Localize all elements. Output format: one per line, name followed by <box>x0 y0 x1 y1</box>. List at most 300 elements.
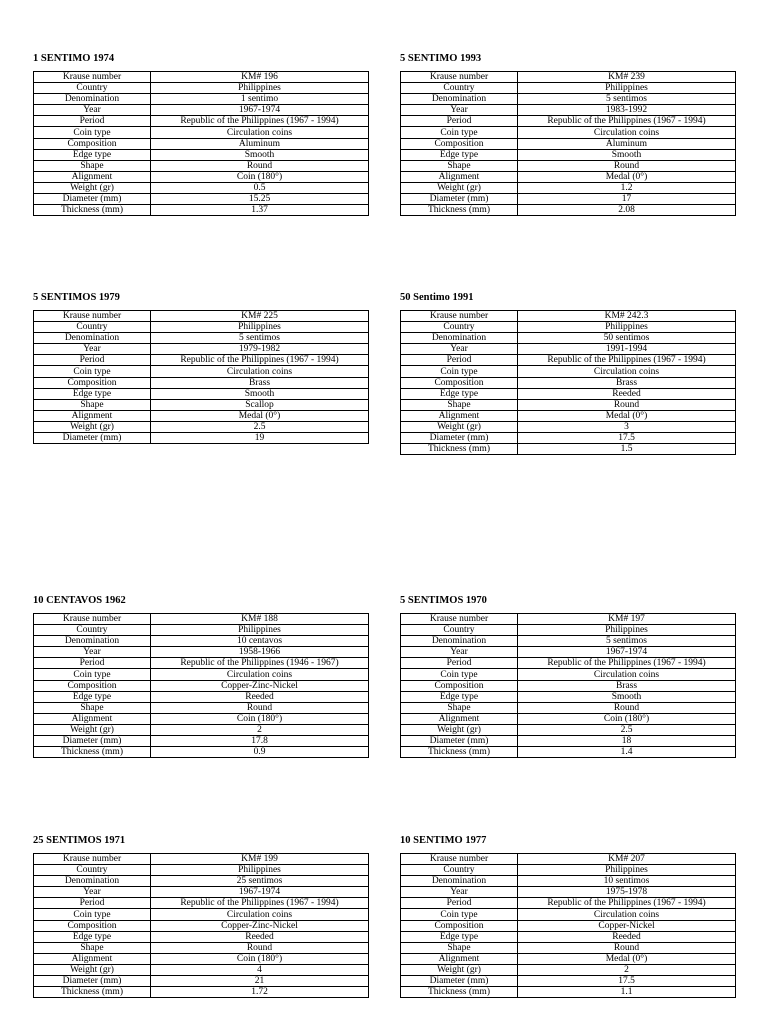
spec-row <box>34 964 369 975</box>
spec-row <box>34 669 369 680</box>
spec-row <box>34 194 369 205</box>
spec-label: Country <box>401 83 518 94</box>
spec-label: Diameter (mm) <box>34 736 151 747</box>
spec-row <box>34 94 369 105</box>
coin-spec-table <box>400 310 736 455</box>
spec-row <box>401 194 736 205</box>
spec-label: Year <box>34 887 151 898</box>
spec-row <box>34 344 369 355</box>
spec-value: 21 <box>151 976 369 987</box>
spec-row <box>401 72 736 83</box>
spec-value: Brass <box>518 680 736 691</box>
spec-value: Coin (180°) <box>151 713 369 724</box>
coin-block <box>33 834 369 998</box>
spec-label: Period <box>34 355 151 366</box>
spec-value: 1.5 <box>518 444 736 455</box>
spec-label: Alignment <box>34 713 151 724</box>
spec-label: Period <box>401 355 518 366</box>
spec-value: 1967-1974 <box>518 647 736 658</box>
spec-value: 0.5 <box>151 182 369 193</box>
spec-label: Year <box>401 105 518 116</box>
coin-title: 10 SENTIMO 1977 <box>400 835 487 846</box>
spec-row <box>401 953 736 964</box>
spec-label: Year <box>401 647 518 658</box>
spec-row <box>34 388 369 399</box>
spec-value: KM# 196 <box>151 72 369 83</box>
spec-row <box>401 702 736 713</box>
spec-label: Year <box>34 344 151 355</box>
spec-row <box>34 942 369 953</box>
coin-block <box>400 291 736 455</box>
spec-label: Weight (gr) <box>34 964 151 975</box>
spec-row <box>401 636 736 647</box>
spec-row <box>401 987 736 998</box>
spec-row <box>401 920 736 931</box>
spec-row <box>34 713 369 724</box>
spec-row <box>34 182 369 193</box>
spec-label: Weight (gr) <box>34 421 151 432</box>
spec-row <box>34 105 369 116</box>
spec-value: Copper-Nickel <box>518 920 736 931</box>
spec-value: Circulation coins <box>518 366 736 377</box>
spec-value: Round <box>518 942 736 953</box>
spec-row <box>34 724 369 735</box>
spec-row <box>401 205 736 216</box>
spec-value: 1.1 <box>518 987 736 998</box>
spec-label: Shape <box>401 942 518 953</box>
spec-row <box>401 614 736 625</box>
spec-row <box>34 410 369 421</box>
spec-row <box>401 94 736 105</box>
spec-row <box>34 680 369 691</box>
spec-row <box>34 366 369 377</box>
spec-row <box>401 931 736 942</box>
spec-value: Republic of the Philippines (1967 - 1994) <box>151 355 369 366</box>
spec-label: Krause number <box>34 614 151 625</box>
spec-label: Period <box>401 658 518 669</box>
spec-row <box>34 931 369 942</box>
spec-label: Shape <box>401 399 518 410</box>
spec-row <box>401 388 736 399</box>
spec-value: Copper-Zinc-Nickel <box>151 920 369 931</box>
spec-value: Republic of the Philippines (1967 - 1994) <box>518 355 736 366</box>
coin-spec-table <box>400 613 736 758</box>
spec-value: 1975-1978 <box>518 887 736 898</box>
spec-label: Shape <box>34 702 151 713</box>
spec-row <box>34 702 369 713</box>
coin-block <box>400 52 736 216</box>
spec-label: Denomination <box>34 876 151 887</box>
spec-label: Krause number <box>401 614 518 625</box>
spec-value: 1991-1994 <box>518 344 736 355</box>
spec-value: 10 sentimos <box>518 876 736 887</box>
spec-value: Brass <box>151 377 369 388</box>
spec-row <box>401 160 736 171</box>
spec-row <box>34 116 369 127</box>
spec-row <box>401 680 736 691</box>
spec-value: KM# 239 <box>518 72 736 83</box>
spec-value: Republic of the Philippines (1967 - 1994) <box>151 898 369 909</box>
spec-label: Denomination <box>401 94 518 105</box>
spec-row <box>34 625 369 636</box>
spec-label: Shape <box>401 160 518 171</box>
spec-label: Thickness (mm) <box>34 987 151 998</box>
spec-label: Krause number <box>34 72 151 83</box>
spec-label: Alignment <box>401 171 518 182</box>
spec-row <box>34 636 369 647</box>
coin-spec-table <box>33 310 369 444</box>
spec-value: Medal (0°) <box>518 410 736 421</box>
spec-value: 17.8 <box>151 736 369 747</box>
spec-value: 3 <box>518 421 736 432</box>
spec-value: Circulation coins <box>518 909 736 920</box>
spec-row <box>401 322 736 333</box>
spec-row <box>401 410 736 421</box>
spec-value: KM# 207 <box>518 854 736 865</box>
spec-value: Circulation coins <box>518 127 736 138</box>
spec-row <box>34 909 369 920</box>
coin-spec-table <box>33 613 369 758</box>
spec-value: 2.5 <box>151 421 369 432</box>
spec-value: 0.9 <box>151 747 369 758</box>
spec-label: Country <box>34 865 151 876</box>
spec-row <box>34 433 369 444</box>
spec-row <box>34 311 369 322</box>
spec-label: Period <box>34 898 151 909</box>
spec-label: Shape <box>34 160 151 171</box>
spec-label: Period <box>34 658 151 669</box>
spec-row <box>34 865 369 876</box>
spec-label: Alignment <box>34 171 151 182</box>
spec-label: Edge type <box>34 691 151 702</box>
spec-row <box>401 747 736 758</box>
spec-row <box>34 72 369 83</box>
spec-label: Period <box>401 898 518 909</box>
spec-value: 17.5 <box>518 976 736 987</box>
spec-label: Edge type <box>34 388 151 399</box>
spec-row <box>34 987 369 998</box>
spec-row <box>34 736 369 747</box>
coin-block <box>33 291 369 444</box>
spec-value: 1.4 <box>518 747 736 758</box>
spec-row <box>401 658 736 669</box>
spec-value: Philippines <box>518 322 736 333</box>
spec-label: Shape <box>34 399 151 410</box>
spec-row <box>401 149 736 160</box>
spec-label: Country <box>34 625 151 636</box>
spec-row <box>401 942 736 953</box>
spec-value: KM# 188 <box>151 614 369 625</box>
spec-value: 10 centavos <box>151 636 369 647</box>
spec-row <box>401 421 736 432</box>
spec-label: Coin type <box>34 366 151 377</box>
spec-value: Philippines <box>151 625 369 636</box>
spec-value: Copper-Zinc-Nickel <box>151 680 369 691</box>
spec-row <box>34 355 369 366</box>
spec-row <box>34 377 369 388</box>
spec-label: Year <box>401 344 518 355</box>
spec-value: Aluminum <box>151 138 369 149</box>
spec-row <box>34 205 369 216</box>
spec-value: Philippines <box>151 865 369 876</box>
spec-value: Circulation coins <box>151 366 369 377</box>
spec-value: Smooth <box>518 691 736 702</box>
spec-value: Medal (0°) <box>518 171 736 182</box>
spec-row <box>34 647 369 658</box>
spec-label: Alignment <box>401 410 518 421</box>
spec-row <box>34 658 369 669</box>
spec-value: Circulation coins <box>518 669 736 680</box>
spec-row <box>401 669 736 680</box>
coin-title: 5 SENTIMO 1993 <box>400 53 482 64</box>
spec-row <box>34 920 369 931</box>
spec-label: Shape <box>34 942 151 953</box>
spec-label: Denomination <box>34 636 151 647</box>
spec-row <box>401 898 736 909</box>
spec-label: Period <box>34 116 151 127</box>
spec-row <box>401 182 736 193</box>
spec-row <box>34 976 369 987</box>
coin-spec-table <box>400 71 736 216</box>
spec-row <box>34 854 369 865</box>
spec-row <box>34 898 369 909</box>
coin-title: 25 SENTIMOS 1971 <box>33 835 126 846</box>
spec-label: Composition <box>401 920 518 931</box>
spec-row <box>401 713 736 724</box>
spec-label: Diameter (mm) <box>401 194 518 205</box>
spec-label: Edge type <box>401 931 518 942</box>
spec-value: Philippines <box>518 865 736 876</box>
spec-row <box>401 444 736 455</box>
coin-block <box>33 594 369 758</box>
spec-value: Reeded <box>151 931 369 942</box>
spec-value: 1979-1982 <box>151 344 369 355</box>
spec-row <box>401 311 736 322</box>
spec-value: 50 sentimos <box>518 333 736 344</box>
coin-title: 5 SENTIMOS 1979 <box>33 292 120 303</box>
spec-label: Coin type <box>34 127 151 138</box>
spec-value: 1 sentimo <box>151 94 369 105</box>
spec-label: Coin type <box>401 669 518 680</box>
spec-label: Diameter (mm) <box>401 736 518 747</box>
coin-block <box>400 594 736 758</box>
spec-value: 2.5 <box>518 724 736 735</box>
spec-label: Thickness (mm) <box>34 205 151 216</box>
spec-row <box>34 333 369 344</box>
spec-label: Diameter (mm) <box>401 433 518 444</box>
spec-label: Coin type <box>401 366 518 377</box>
spec-row <box>34 887 369 898</box>
spec-value: Philippines <box>518 83 736 94</box>
spec-label: Thickness (mm) <box>401 205 518 216</box>
spec-value: Reeded <box>518 388 736 399</box>
spec-value: 1.37 <box>151 205 369 216</box>
spec-label: Edge type <box>401 388 518 399</box>
spec-label: Thickness (mm) <box>401 444 518 455</box>
coin-title: 5 SENTIMOS 1970 <box>400 595 487 606</box>
spec-row <box>34 127 369 138</box>
spec-value: Coin (180°) <box>151 171 369 182</box>
spec-value: Coin (180°) <box>151 953 369 964</box>
spec-label: Denomination <box>401 636 518 647</box>
spec-value: KM# 225 <box>151 311 369 322</box>
spec-label: Period <box>401 116 518 127</box>
spec-label: Krause number <box>401 311 518 322</box>
spec-row <box>401 399 736 410</box>
spec-value: Philippines <box>518 625 736 636</box>
spec-label: Alignment <box>401 953 518 964</box>
spec-row <box>401 355 736 366</box>
spec-value: KM# 197 <box>518 614 736 625</box>
spec-value: Round <box>518 702 736 713</box>
spec-value: 17.5 <box>518 433 736 444</box>
spec-value: 1967-1974 <box>151 887 369 898</box>
coin-title: 10 CENTAVOS 1962 <box>33 595 126 606</box>
spec-label: Composition <box>34 680 151 691</box>
spec-label: Weight (gr) <box>34 724 151 735</box>
spec-row <box>34 399 369 410</box>
spec-label: Country <box>401 322 518 333</box>
spec-label: Composition <box>401 680 518 691</box>
spec-label: Composition <box>34 377 151 388</box>
spec-value: Scallop <box>151 399 369 410</box>
spec-value: 1.2 <box>518 182 736 193</box>
spec-value: Republic of the Philippines (1967 - 1994) <box>151 116 369 127</box>
coin-spec-table <box>33 71 369 216</box>
spec-value: KM# 242.3 <box>518 311 736 322</box>
spec-row <box>401 83 736 94</box>
spec-label: Alignment <box>34 410 151 421</box>
spec-row <box>401 876 736 887</box>
spec-row <box>34 953 369 964</box>
spec-value: Round <box>151 160 369 171</box>
spec-label: Composition <box>401 138 518 149</box>
spec-row <box>34 691 369 702</box>
spec-value: 5 sentimos <box>151 333 369 344</box>
spec-label: Edge type <box>34 149 151 160</box>
spec-label: Thickness (mm) <box>401 747 518 758</box>
spec-label: Denomination <box>401 876 518 887</box>
spec-label: Diameter (mm) <box>401 976 518 987</box>
spec-value: 5 sentimos <box>518 94 736 105</box>
spec-label: Diameter (mm) <box>34 976 151 987</box>
spec-label: Krause number <box>34 854 151 865</box>
spec-value: 1.72 <box>151 987 369 998</box>
spec-value: 15.25 <box>151 194 369 205</box>
spec-row <box>34 421 369 432</box>
spec-value: Round <box>518 160 736 171</box>
spec-row <box>401 433 736 444</box>
spec-value: Republic of the Philippines (1967 - 1994) <box>518 116 736 127</box>
spec-label: Denomination <box>34 94 151 105</box>
spec-value: Aluminum <box>518 138 736 149</box>
spec-row <box>34 171 369 182</box>
spec-label: Weight (gr) <box>34 182 151 193</box>
spec-label: Weight (gr) <box>401 182 518 193</box>
spec-value: 19 <box>151 433 369 444</box>
spec-label: Coin type <box>34 909 151 920</box>
spec-row <box>34 747 369 758</box>
spec-value: Smooth <box>518 149 736 160</box>
spec-row <box>401 865 736 876</box>
spec-value: 2.08 <box>518 205 736 216</box>
coin-title: 1 SENTIMO 1974 <box>33 53 115 64</box>
spec-value: Republic of the Philippines (1967 - 1994) <box>518 898 736 909</box>
spec-label: Year <box>401 887 518 898</box>
spec-value: Reeded <box>151 691 369 702</box>
spec-value: 1967-1974 <box>151 105 369 116</box>
spec-label: Diameter (mm) <box>34 433 151 444</box>
spec-label: Year <box>34 105 151 116</box>
spec-value: Circulation coins <box>151 909 369 920</box>
spec-label: Composition <box>34 138 151 149</box>
spec-row <box>401 647 736 658</box>
spec-row <box>401 116 736 127</box>
spec-row <box>401 625 736 636</box>
spec-row <box>34 322 369 333</box>
spec-value: Circulation coins <box>151 127 369 138</box>
spec-row <box>401 976 736 987</box>
spec-label: Weight (gr) <box>401 724 518 735</box>
spec-value: 1958-1966 <box>151 647 369 658</box>
spec-value: Philippines <box>151 83 369 94</box>
spec-row <box>401 366 736 377</box>
spec-row <box>401 724 736 735</box>
spec-label: Composition <box>401 377 518 388</box>
spec-value: 1983-1992 <box>518 105 736 116</box>
spec-value: Smooth <box>151 388 369 399</box>
spec-value: KM# 199 <box>151 854 369 865</box>
spec-label: Country <box>401 625 518 636</box>
spec-row <box>401 138 736 149</box>
spec-value: Reeded <box>518 931 736 942</box>
spec-row <box>401 854 736 865</box>
spec-label: Coin type <box>34 669 151 680</box>
spec-label: Edge type <box>401 691 518 702</box>
spec-label: Diameter (mm) <box>34 194 151 205</box>
spec-value: Round <box>518 399 736 410</box>
spec-value: 2 <box>151 724 369 735</box>
spec-label: Krause number <box>34 311 151 322</box>
spec-value: 4 <box>151 964 369 975</box>
spec-row <box>401 127 736 138</box>
spec-label: Denomination <box>34 333 151 344</box>
spec-row <box>401 344 736 355</box>
spec-label: Composition <box>34 920 151 931</box>
coin-spec-table <box>33 853 369 998</box>
spec-value: 5 sentimos <box>518 636 736 647</box>
spec-row <box>401 964 736 975</box>
coin-title: 50 Sentimo 1991 <box>400 292 474 303</box>
spec-row <box>401 691 736 702</box>
spec-label: Coin type <box>401 127 518 138</box>
spec-value: Round <box>151 942 369 953</box>
spec-label: Weight (gr) <box>401 421 518 432</box>
spec-label: Country <box>401 865 518 876</box>
spec-value: Circulation coins <box>151 669 369 680</box>
spec-row <box>34 876 369 887</box>
spec-label: Alignment <box>34 953 151 964</box>
spec-value: Republic of the Philippines (1946 - 1967) <box>151 658 369 669</box>
coin-block <box>33 52 369 216</box>
spec-label: Year <box>34 647 151 658</box>
spec-value: 17 <box>518 194 736 205</box>
spec-value: Republic of the Philippines (1967 - 1994) <box>518 658 736 669</box>
spec-label: Weight (gr) <box>401 964 518 975</box>
spec-label: Thickness (mm) <box>401 987 518 998</box>
spec-label: Alignment <box>401 713 518 724</box>
spec-row <box>34 160 369 171</box>
